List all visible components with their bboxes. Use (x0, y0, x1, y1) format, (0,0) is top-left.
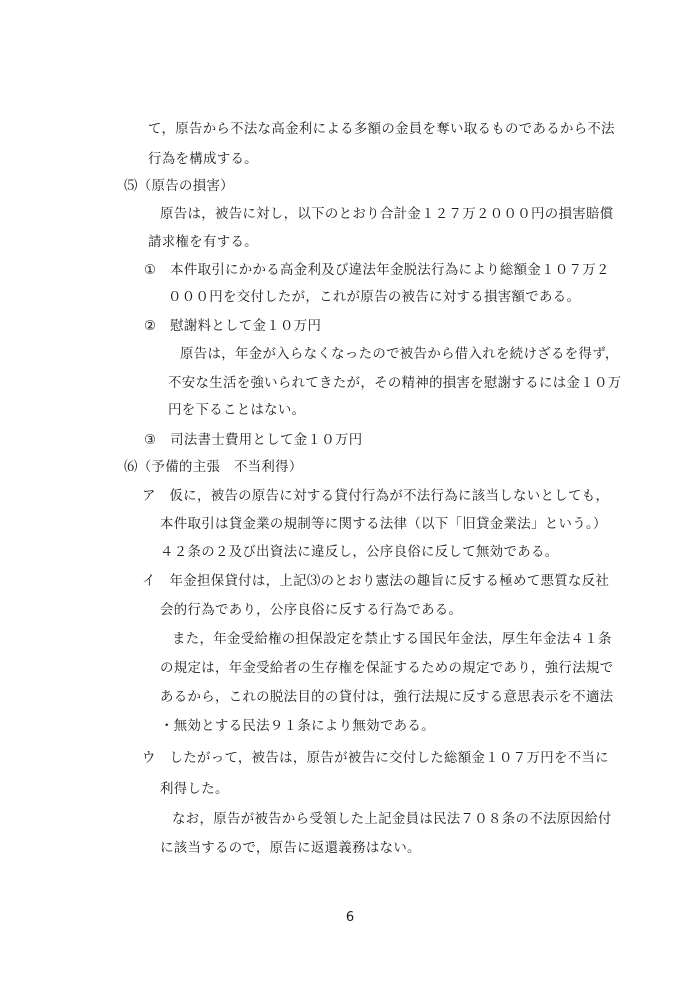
list-item-1: ① 本件取引にかかる高金利及び違法年金脱法行為により総額金１０７万２ (144, 263, 610, 278)
list-item-a: ア 仮に，被告の原告に対する貸付行為が不法行為に該当しないとしても， (142, 489, 610, 504)
body-text-line: ０００円を交付したが，これが原告の被告に対する損害額である。 (168, 290, 581, 305)
body-text-line: また，年金受給権の担保設定を禁止する国民年金法，厚生年金法４１条 (172, 632, 612, 647)
list-item-3: ③ 司法書士費用として金１０万円 (144, 433, 363, 448)
body-text-line: に該当するので，原告に返還義務はない。 (160, 841, 421, 856)
body-text-line: ４２条の２及び出資法に違反し，公序良俗に反して無効である。 (160, 545, 559, 560)
body-text-line: 利得した。 (160, 782, 229, 797)
body-text-line: あるから，これの脱法目的の貸付は，強行法規に反する意思表示を不適法 (160, 690, 614, 705)
body-text-line: 原告は，年金が入らなくなったので被告から借入れを続けざるを得ず， (180, 347, 619, 362)
list-item-u: ウ したがって，被告は，原告が被告に交付した総額金１０７万円を不当に (142, 751, 609, 766)
body-text-line: 円を下ることはない。 (168, 403, 306, 418)
body-text-line: 会的行為であり，公序良俗に反する行為である。 (160, 603, 463, 618)
body-text-line: 原告は，被告に対し，以下のとおり合計金１２７万２０００円の損害賠償 (160, 207, 614, 222)
body-text-line: 不安な生活を強いられてきたが，その精神的損害を慰謝するには金１０万 (168, 376, 622, 391)
body-text-line: 行為を構成する。 (148, 152, 258, 167)
list-item-2: ② 慰謝料として金１０万円 (144, 319, 322, 334)
body-text-line: の規定は，年金受給者の生存権を保証するための規定であり，強行法規で (160, 661, 614, 676)
body-text-line: 本件取引は貸金業の規制等に関する法律（以下「旧貸金業法」という。） (160, 517, 607, 532)
body-text-line: ・無効とする民法９１条により無効である。 (160, 719, 435, 734)
body-text-line: なお，原告が被告から受領した上記金員は民法７０８条の不法原因給付 (172, 812, 612, 827)
section-heading: ⑹（予備的主張 不当利得） (124, 460, 303, 475)
body-text-line: て，原告から不法な高金利による多額の金員を奪い取るものであるから不法 (148, 122, 615, 137)
page-number: 6 (345, 910, 355, 925)
list-item-i: イ 年金担保貸付は，上記⑶のとおり憲法の趣旨に反する極めて悪質な反社 (142, 574, 610, 589)
body-text-line: 請求権を有する。 (148, 235, 258, 250)
section-heading: ⑸（原告の損害） (124, 179, 234, 194)
